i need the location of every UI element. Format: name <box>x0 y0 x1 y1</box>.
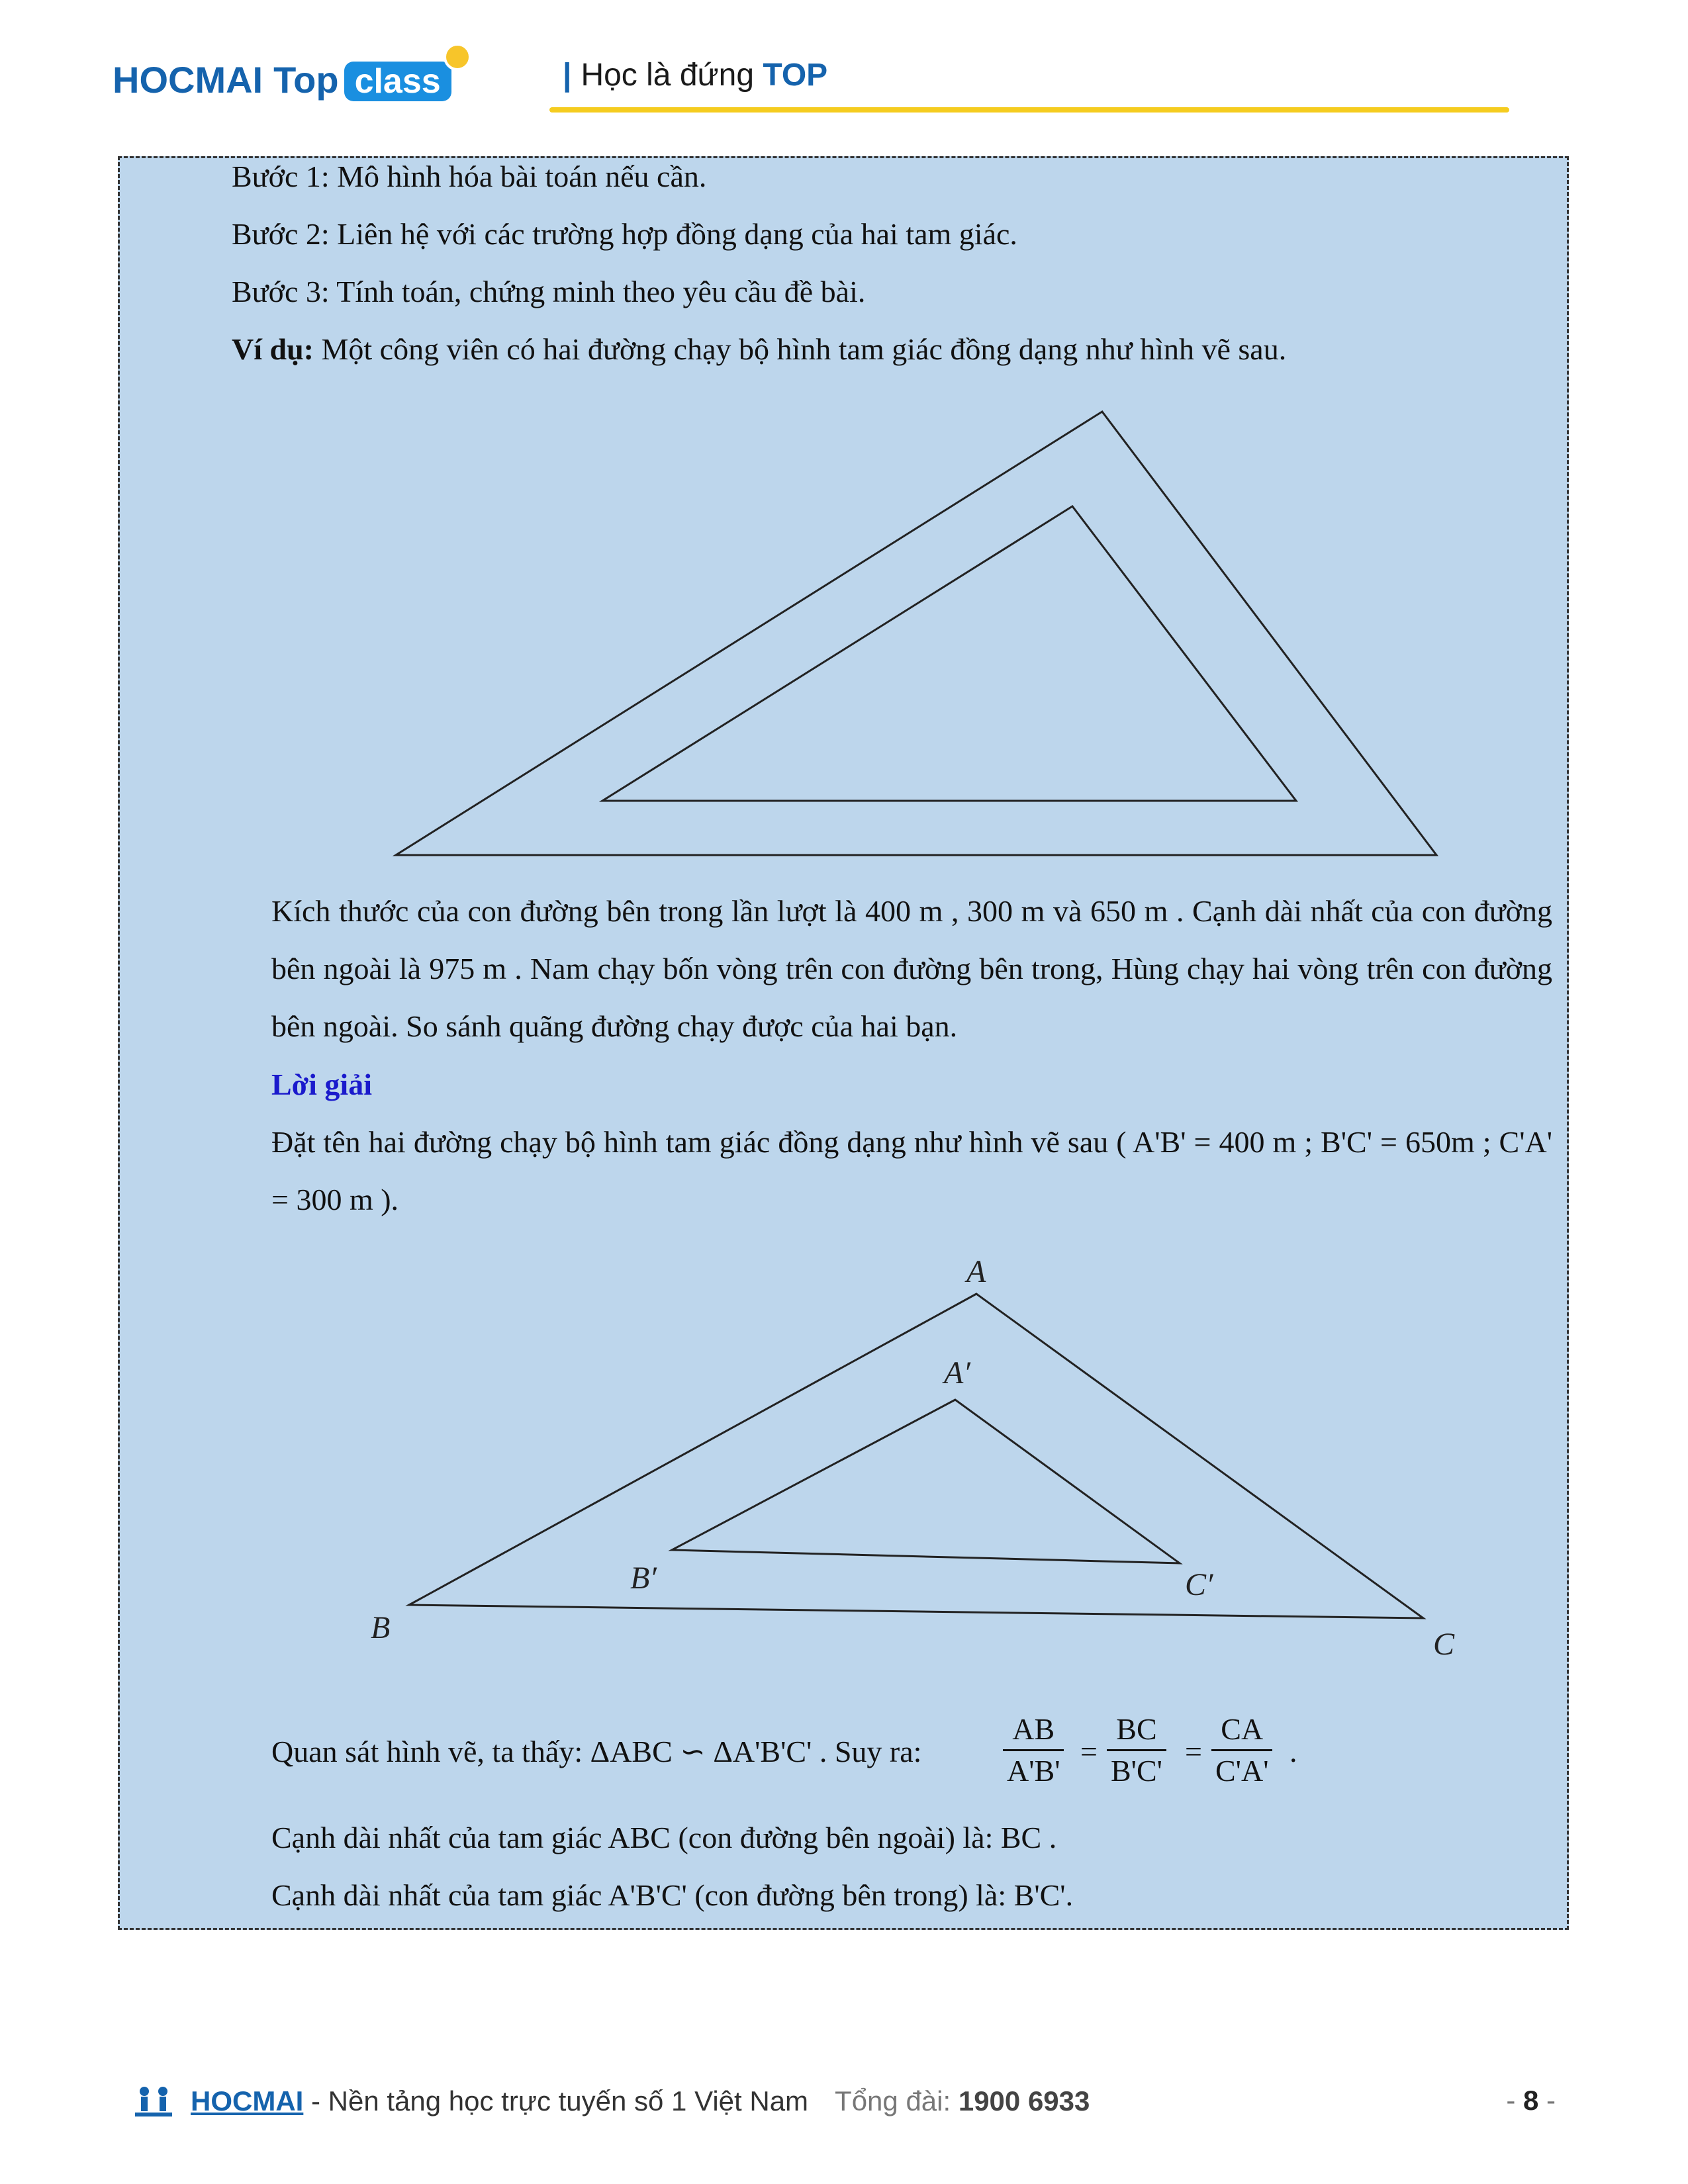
fraction-ab <box>1003 1709 1064 1791</box>
label-b: B <box>371 1610 391 1645</box>
label-c-prime: C′ <box>1185 1567 1213 1602</box>
equals-2: = <box>1185 1735 1202 1768</box>
fraction-ab-den: A'B' <box>1007 1754 1060 1788</box>
slogan-text: Học là đứng <box>581 58 763 93</box>
label-b-prime: B′ <box>630 1561 657 1596</box>
fraction-bc-den: B'C' <box>1111 1754 1162 1788</box>
solution-intro: Đặt tên hai đường chạy bộ hình tam giác đồng dạng như hình vẽ sau ( A'B' = 400 m ; B'C' = 650m ; C'A' = 300 m ). <box>271 1125 1552 1216</box>
period: . <box>1289 1735 1297 1768</box>
footer-hotline-label: Tổng đài: <box>835 2085 959 2117</box>
page-number-value: 8 <box>1523 2085 1539 2116</box>
label-a: A <box>966 1254 986 1289</box>
slogan-divider: | <box>563 58 572 93</box>
footer-tagline: - Nền tảng học trực tuyến số 1 Việt Nam <box>303 2085 809 2117</box>
figure-labeled-triangles <box>0 1224 1688 1674</box>
page-number <box>1506 2085 1556 2116</box>
similarity-statement: Quan sát hình vẽ, ta thấy: ΔABC ∽ ΔA'B'C' . Suy ra: <box>271 1735 922 1768</box>
step-2: Bước 2: Liên hệ với các trường hợp đồng dạng của hai tam giác. <box>232 217 1017 251</box>
step-3: Bước 3: Tính toán, chứng minh theo yêu cầu đề bài. <box>232 275 866 308</box>
triangle-a1b1c1 <box>672 1400 1180 1563</box>
fraction-ca-den: C'A' <box>1215 1754 1269 1788</box>
step-1: Bước 1: Mô hình hóa bài toán nếu cần. <box>232 159 707 193</box>
page-prefix: - <box>1506 2085 1523 2116</box>
example-label: Ví dụ: <box>232 332 314 366</box>
equals-1: = <box>1080 1735 1098 1768</box>
fraction-bc-num: BC <box>1107 1709 1166 1751</box>
page-footer <box>132 2085 1556 2131</box>
example-text: Một công viên có hai đường chạy bộ hình tam giác đồng dạng như hình vẽ sau. <box>313 332 1287 366</box>
solution-title: Lời giải <box>271 1068 372 1101</box>
triangle-abc <box>409 1294 1423 1618</box>
inner-track-triangle <box>602 506 1296 801</box>
outer-track-triangle <box>396 412 1436 855</box>
fraction-bc <box>1107 1709 1166 1791</box>
longest-side-inner: Cạnh dài nhất của tam giác A'B'C' (con đường bên trong) là: B'C'. <box>271 1878 1074 1912</box>
footer-brand-link[interactable]: HOCMAI <box>191 2085 304 2117</box>
footer-hotline: 1900 6933 <box>958 2085 1090 2117</box>
page-suffix: - <box>1538 2085 1556 2116</box>
slogan-highlight: TOP <box>763 58 828 93</box>
logo-class-text: class <box>354 62 441 101</box>
fraction-ca <box>1211 1709 1272 1791</box>
fraction-ca-num: CA <box>1211 1709 1272 1751</box>
longest-side-outer: Cạnh dài nhất của tam giác ABC (con đường bên ngoài) là: BC . <box>271 1821 1057 1854</box>
logo-top: Top <box>273 59 339 101</box>
problem-text: Kích thước của con đường bên trong lần lượt là 400 m , 300 m và 650 m . Cạnh dài nhất của con đường bên ngoài là 975 m . Nam chạy bốn vòng trên con đường bên trong, Hùng chạy hai vòng trên con đường bên ngoài. So sánh quãng đường chạy được của hai bạn. <box>271 894 1552 1043</box>
label-a-prime: A′ <box>944 1355 970 1390</box>
hocmai-footer-icon <box>132 2085 175 2122</box>
label-c: C <box>1433 1627 1455 1662</box>
logo-main: HOCMAI <box>113 59 263 101</box>
figure-running-tracks <box>0 0 1688 927</box>
fraction-ab-num: AB <box>1003 1709 1064 1751</box>
